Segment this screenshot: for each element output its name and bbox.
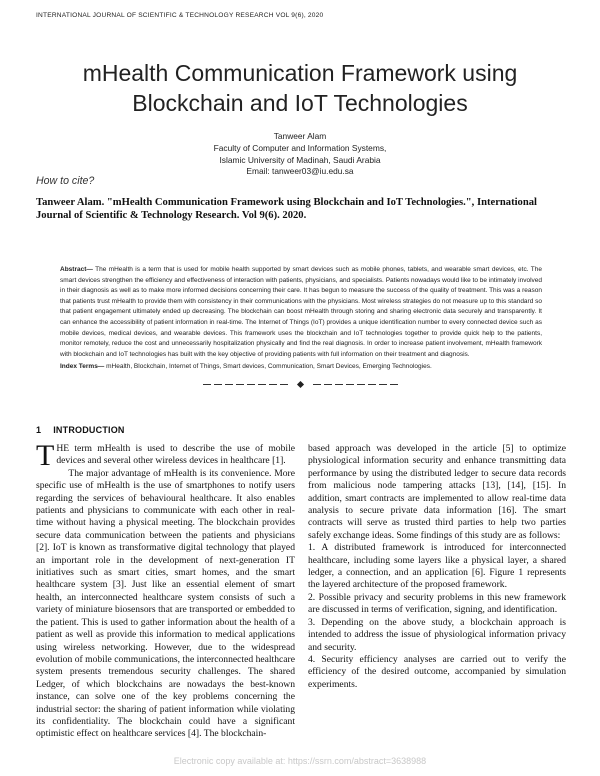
index-terms-label: Index Terms— (60, 363, 105, 370)
right-paragraph-1: based approach was developed in the article [5] to optimize physiological information security and enhance transmitting data performance by using the distributed ledger to secure data records from malicious node tampering attacks [13], [14], [15]. In addition, smart contracts are implemented to allow real-time data analysis to secure private data information [16]. The smart contracts will serve as trusted third parties to help two parties safely exchange ideas. Some findings of this study are as follows: (308, 443, 566, 541)
finding-item: 4. Security efficiency analyses are carried out to verify the efficiency of the desired outcome, accompanied by simulation experiments. (308, 653, 566, 690)
finding-item: 1. A distributed framework is introduced for interconnected healthcare, including some layers like a physical layer, a shared ledger, a connection, and an application [6]. Figure 1 represents the layered architecture of the proposed framework. (308, 542, 566, 591)
author-name: Tanweer Alam (273, 131, 327, 141)
affiliation-line-1: Faculty of Computer and Information Systems, (213, 142, 387, 153)
index-terms (60, 362, 550, 372)
finding-item: 2. Possible privacy and security problems in this new framework are discussed in terms of verification, signing, and identification. (308, 591, 566, 616)
body-column-left (36, 439, 295, 741)
cite-label: How to cite? (36, 175, 95, 187)
abstract-text: The mHealth is a term that is used for mobile health supported by smart devices such as mobile phones, tablets, and wearable smart devices, etc. The smart devices strengthen the efficiency and effectiveness of interaction with patients, physicians, and specialists. Patients nowadays would like to be intimately involved in their diagnosis as well as to make more informed decisions concerning their care. It has begun to measure the success of the quality of treatment. This was a reason that patients trust mHealth to provide them with consistency in their communications with the physicians. Most wireless strategies do not measure up to this standard so that patient engagement ultimately ended up decreasing. The blockchain can boost mHealth through storing and sharing electronic data securely and transparently. It can enhance the accessibility of patient information in real-time. The Internet of Things (IoT) provides a unique identification number to every connected device such as mobile devices, medical devices, and wearable devices. This framework uses the blockchain and IoT technologies together to provide quick help to the patients, monitor remotely, reduce the cost and unnecessarily hospitalization physically and find the real diagnosis. In order to increase patient involvement, mHealth framework with blockchain and IoT technologies has built with the key objective of providing patients with full information on their treatment and diagnosis. (60, 266, 542, 358)
index-terms-text: mHealth, Blockchain, Internet of Things, Smart devices, Communication, Smart Devices, Emerging Technologies. (104, 363, 432, 370)
abstract-label: Abstract— (60, 266, 93, 273)
body-column-right (308, 443, 566, 691)
paper-title (0, 58, 600, 118)
author-block (0, 131, 600, 178)
section-divider (200, 378, 400, 390)
finding-item: 3. Depending on the above study, a blockchain approach is intended to address the issue of physiological information privacy and security. (308, 616, 566, 653)
title-line-1: mHealth Communication Framework using (82, 60, 518, 86)
divider-diamond-icon (296, 380, 303, 387)
drop-cap: T (36, 439, 55, 472)
abstract (60, 265, 542, 360)
title-line-2: Blockchain and IoT Technologies (132, 90, 468, 116)
intro-paragraph-2: The major advantage of mHealth is its convenience. More specific use of mHealth is the use of smartphones to notify users regarding the services of behavioural healthcare. It also enables patients and physicians to communicate with each other in real-time without having a physical meeting. The blockchain provides secure data communication between the patients and physicians [2]. IoT is known as transformative digital technology that played an important role in the development of next-generation IT initiatives such as smart cities, smart homes, and the smart healthcare system [3]. Just like an essential element of smart health, an interconnected healthcare system consists of such a variety of miniature biosensors that are transported or embedded to the patient. This is used to gather information about the health of a patient as well as provide this information to medical applications using wireless networking. However, due to the widespread evolution of mobile communications, the interconnected healthcare system presents tremendous security challenges. The shared Ledger, of which blockchains are nowadays the best-known instance, can solve one of the key problems concerning the industrial sector: the sharing of patient information while violating its confidentiality. The blockchain could have a significant optimistic effect on healthcare services [4]. The blockchain- (36, 467, 295, 740)
citation-text: Tanweer Alam. "mHealth Communication Framework using Blockchain and IoT Technologies.", International Journal of Scientific & Technology Research. Vol 9(6). 2020. (36, 197, 537, 222)
ssrn-footer-link[interactable]: Electronic copy available at: https://ssrn.com/abstract=3638988 (173, 756, 427, 766)
section-number: 1 (36, 425, 42, 435)
section-title: INTRODUCTION (53, 425, 125, 435)
author-email: Email: tanweer03@iu.edu.sa (246, 166, 354, 177)
intro-paragraph-1: THE term mHealth is used to describe the use of mobile devices and several other wireless devices in healthcare [1]. (36, 439, 295, 472)
affiliation-line-2: Islamic University of Madinah, Saudi Arabia (219, 154, 381, 165)
journal-header: INTERNATIONAL JOURNAL OF SCIENTIFIC & TECHNOLOGY RESEARCH VOL 9(6), 2020 (36, 12, 324, 19)
section-heading (36, 425, 125, 435)
